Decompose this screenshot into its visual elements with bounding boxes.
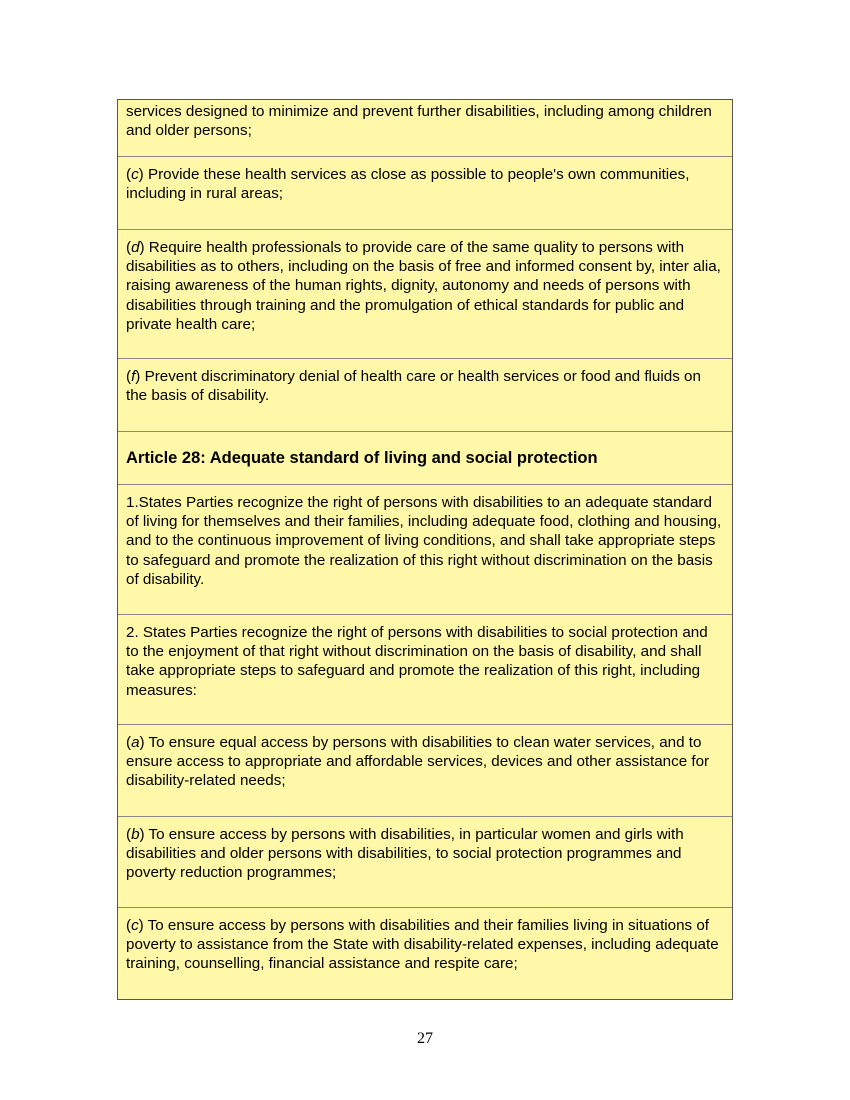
item-marker: c (131, 166, 139, 183)
row-body: Provide these health services as close as possible to people's own communities, including in rural areas; (126, 166, 690, 203)
article-title: Article 28: Adequate standard of living and social protection (126, 449, 598, 467)
table-row-f-discriminatory-denial (118, 359, 732, 432)
table-row-c-poverty-assistance (118, 908, 732, 999)
row-body: To ensure equal access by persons with disabilities to clean water services, and to ensure access to appropriate and affordable services, devices and other assistance for disability-related needs; (126, 734, 710, 790)
table-row-c-health-services (118, 157, 732, 230)
row-text: 2. States Parties recognize the right of persons with disabilities to social protection and to the enjoyment of that right without discrimination on the basis of disability, and shall take appropriate steps to safeguard and promote the realization of this right, including measures: (126, 624, 708, 699)
row-text: (c) To ensure access by persons with disabilities and their families living in situations of poverty to assistance from the State with disability-related expenses, including adequate training, counselling, financial assistance and respite care; (126, 917, 719, 973)
row-text: (c) Provide these health services as close as possible to people's own communities, including in rural areas; (126, 166, 690, 203)
item-marker: c (131, 917, 139, 934)
row-text: (b) To ensure access by persons with disabilities, in particular women and girls with disabilities and older persons with disabilities, to social protection programmes and poverty reduction programmes; (126, 826, 684, 882)
article-table (117, 99, 733, 1000)
row-body: To ensure access by persons with disabilities, in particular women and girls with disabilities and older persons with disabilities, to social protection programmes and poverty reduction programmes; (126, 826, 684, 882)
table-row-paragraph-2 (118, 615, 732, 725)
item-marker: d (131, 239, 140, 256)
item-marker: a (131, 734, 140, 751)
row-text: (f) Prevent discriminatory denial of health care or health services or food and fluids on the basis of disability. (126, 368, 701, 405)
item-marker: b (131, 826, 140, 843)
row-text: (d) Require health professionals to provide care of the same quality to persons with disabilities as to others, including on the basis of free and informed consent by, inter alia, raising awareness of the human rights, dignity, autonomy and needs of persons with disabilities through training and the promulgation of ethical standards for public and private health care; (126, 239, 721, 333)
item-marker: f (131, 368, 136, 385)
table-row-b-social-protection (118, 817, 732, 908)
row-body: services designed to minimize and prevent further disabilities, including among children and older persons; (126, 103, 712, 140)
row-text (126, 102, 724, 140)
row-body: To ensure access by persons with disabilities and their families living in situations of poverty to assistance from the State with disability-related expenses, including adequate training, counselling, financial assistance and respite care; (126, 917, 719, 973)
row-text: 1.States Parties recognize the right of persons with disabilities to an adequate standard of living for themselves and their families, including adequate food, clothing and housing, and to the continuous improvement of living conditions, and shall take appropriate steps to safeguard and promote the realization of this right without discrimination on the basis of disability. (126, 494, 722, 588)
table-row-paragraph-1 (118, 485, 732, 615)
table-row-a-water-services (118, 725, 732, 817)
row-body: Require health professionals to provide care of the same quality to persons with disabilities as to others, including on the basis of free and informed consent by, inter alia, raising awareness of the human rights, dignity, autonomy and needs of persons with disabilities through training and the promulgation of ethical standards for public and private health care; (126, 239, 721, 333)
article-28-heading (118, 432, 732, 485)
page-number: 27 (417, 1030, 433, 1047)
row-text: (a) To ensure equal access by persons with disabilities to clean water services, and to ensure access to appropriate and affordable services, devices and other assistance for disability-related needs; (126, 734, 710, 790)
row-body: Prevent discriminatory denial of health care or health services or food and fluids on the basis of disability. (126, 368, 701, 405)
table-row-d-health-professionals (118, 230, 732, 359)
table-row-services-continued (118, 100, 732, 157)
